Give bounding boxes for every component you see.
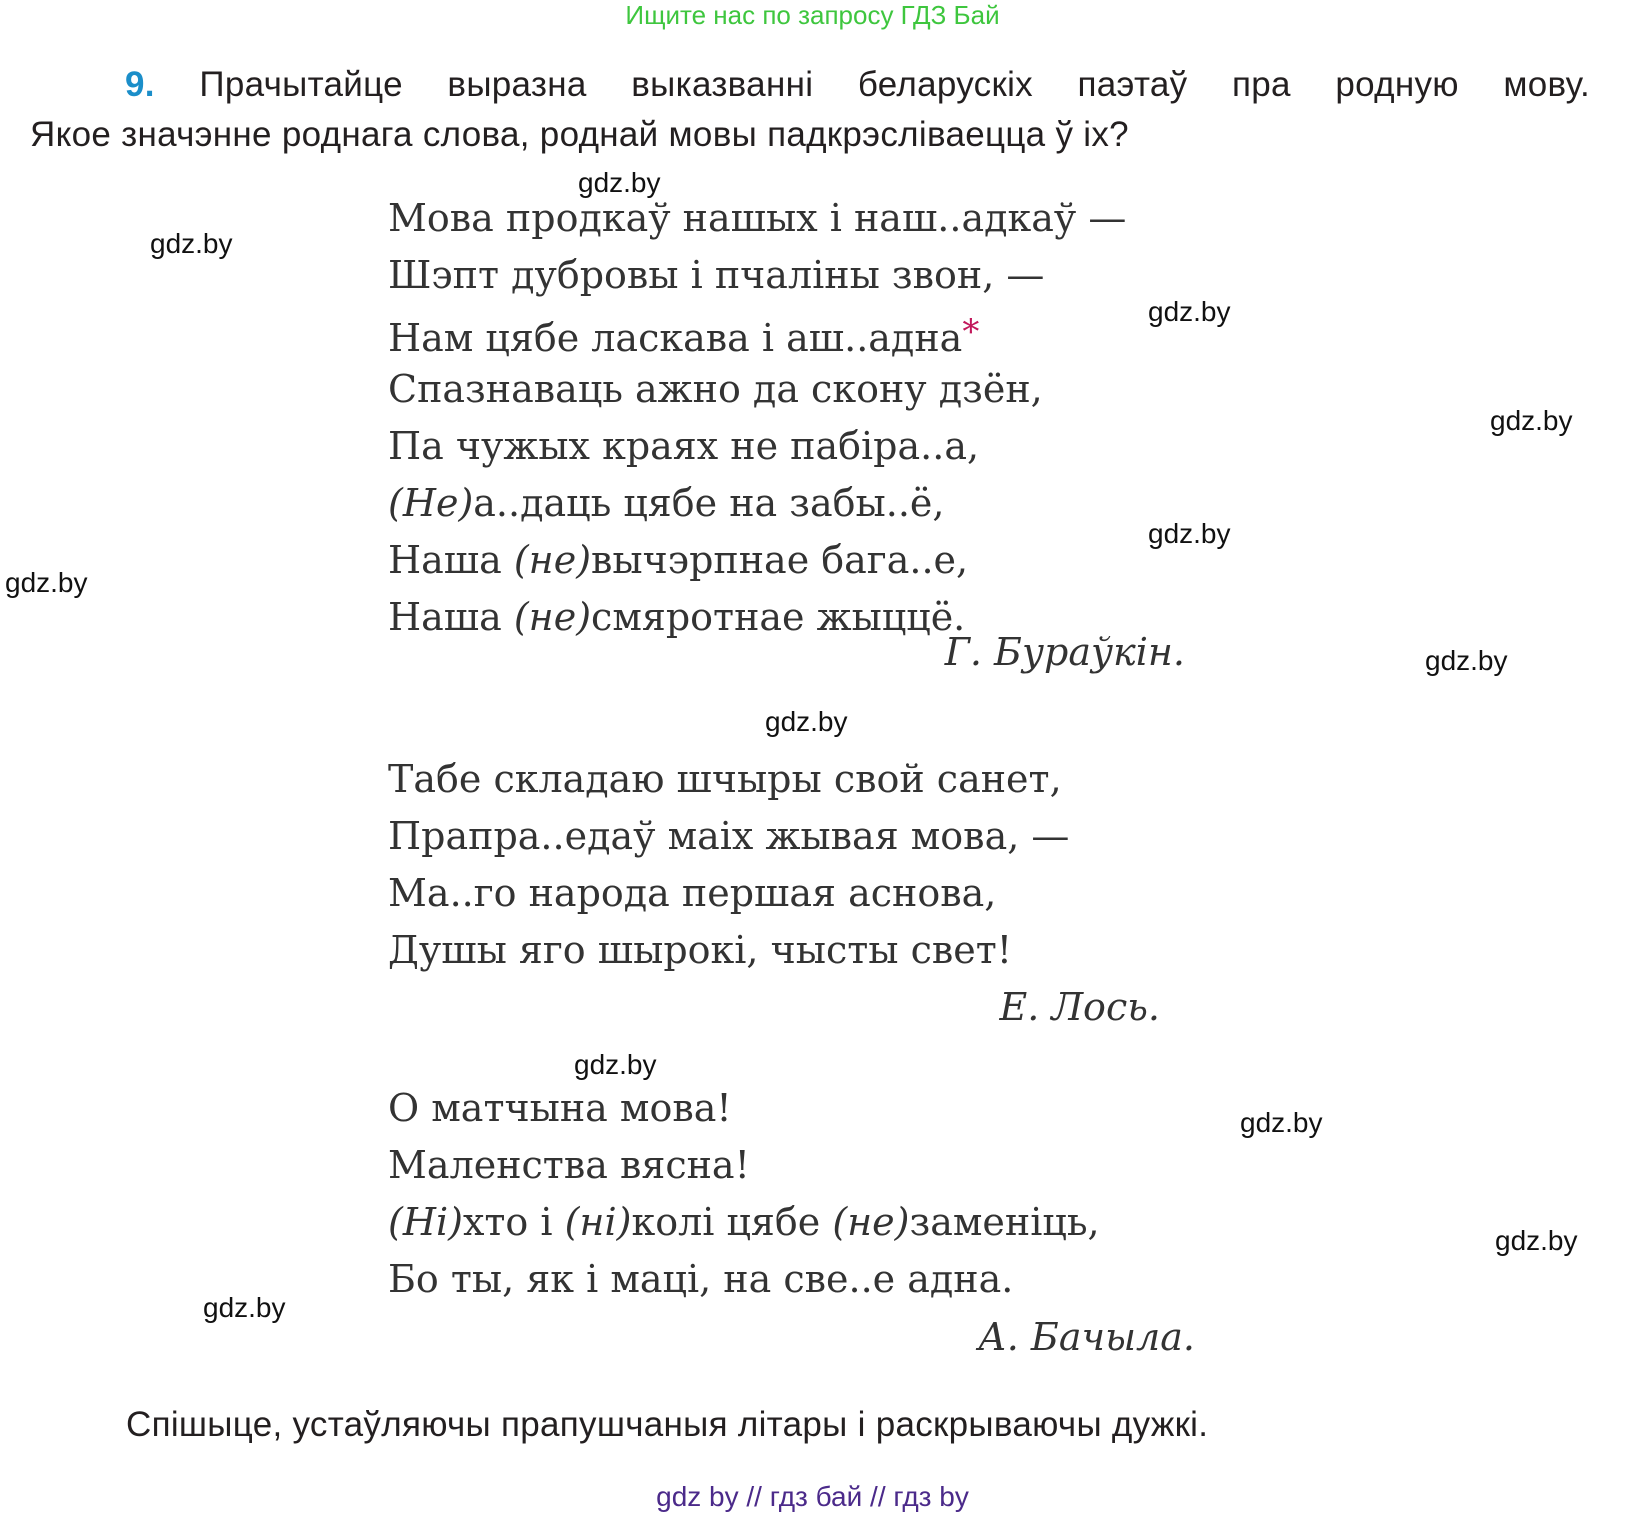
poem-3-line-3-part: колі цябе — [631, 1200, 833, 1244]
poem-2-line-3: Ма..го народа першая аснова, — [388, 871, 997, 915]
poem-1-line-3 — [388, 304, 1126, 361]
poem-3 — [388, 1080, 1100, 1308]
poem-1-line-5: Па чужых краях не пабіра..а, — [388, 424, 980, 468]
watermark: gdz.by — [150, 228, 233, 259]
bracket-word: (не) — [513, 595, 592, 639]
bracket-word: (Не) — [388, 481, 474, 525]
poem-1-line-8-start: Наша — [388, 595, 514, 639]
watermark: gdz.by — [1148, 296, 1231, 327]
poem-2-author: Е. Лось. — [999, 985, 1160, 1029]
bracket-word: (Ні) — [388, 1200, 463, 1244]
poem-3-author: А. Бачыла. — [977, 1315, 1195, 1359]
poem-1-line-7-start: Наша — [388, 538, 514, 582]
poem-3-line-3-part: хто і — [462, 1200, 565, 1244]
bracket-word: (не) — [513, 538, 592, 582]
poem-3-line-3 — [388, 1194, 1100, 1251]
task-text — [30, 60, 1590, 160]
poem-1-line-6 — [388, 475, 1126, 532]
watermark: gdz.by — [5, 567, 88, 598]
poem-2-line-4: Душы яго шырокі, чысты свет! — [388, 928, 1013, 972]
poem-1-line-4: Спазнаваць ажно да скону дзён, — [388, 367, 1043, 411]
watermark: gdz.by — [1495, 1225, 1578, 1256]
poem-1-line-2: Шэпт дубровы і пчаліны звон, — — [388, 253, 1045, 297]
poem-1-line-1: Мова продкаў нашых і наш..адкаў — — [388, 196, 1127, 240]
watermark: gdz.by — [574, 1049, 657, 1080]
bracket-word: (ні) — [564, 1200, 632, 1244]
watermark: gdz.by — [1425, 645, 1508, 676]
poem-1-author: Г. Бураўкін. — [944, 630, 1185, 674]
instruction-text: Спішыце, устаўляючы прапушчаныя літары і раскрываючы дужкі. — [126, 1405, 1209, 1444]
poem-3-line-4: Бо ты, як і маці, на све..е адна. — [388, 1257, 1014, 1301]
poem-1-line-8-end: смяротнае жыццё. — [591, 595, 966, 639]
poem-3-line-3-part: заменіць, — [909, 1200, 1100, 1244]
watermark: gdz.by — [1148, 518, 1231, 549]
task-number: 9. — [125, 65, 155, 104]
task-line-1 — [30, 60, 1590, 110]
poem-1-line-3-text: Нам цябе ласкава і аш..адна — [388, 316, 963, 360]
poem-2-line-2: Прапра..едаў маіх жывая мова, — — [388, 814, 1070, 858]
watermark: gdz.by — [578, 167, 661, 198]
poem-2-line-1: Табе складаю шчыры свой санет, — [388, 757, 1062, 801]
poem-3-line-1: О матчына мова! — [388, 1086, 732, 1130]
poem-1-line-6-text: а..даць цябе на забы..ё, — [473, 481, 945, 525]
poem-1-line-7-end: вычэрпнае бага..е, — [591, 538, 969, 582]
task-line-2: Якое значэнне роднага слова, роднай мовы падкрэсліваецца ў іх? — [30, 115, 1129, 154]
watermark: gdz.by — [1490, 405, 1573, 436]
footer-links: gdz by // гдз бай // гдз by — [656, 1481, 969, 1512]
watermark: gdz.by — [765, 706, 848, 737]
poem-1 — [388, 190, 1126, 646]
bracket-word: (не) — [832, 1200, 910, 1244]
watermark: gdz.by — [203, 1292, 286, 1323]
poem-2 — [388, 751, 1069, 979]
footnote-asterisk: * — [962, 312, 980, 352]
top-banner: Ищите нас по запросу ГДЗ Бай — [625, 0, 1000, 30]
task-line-1-text: Прачытайце выразна выказванні беларускіх паэтаў пра родную мову. — [199, 65, 1590, 104]
poem-1-line-7 — [388, 532, 1126, 589]
poem-3-line-2: Маленства вясна! — [388, 1143, 750, 1187]
watermark: gdz.by — [1240, 1107, 1323, 1138]
